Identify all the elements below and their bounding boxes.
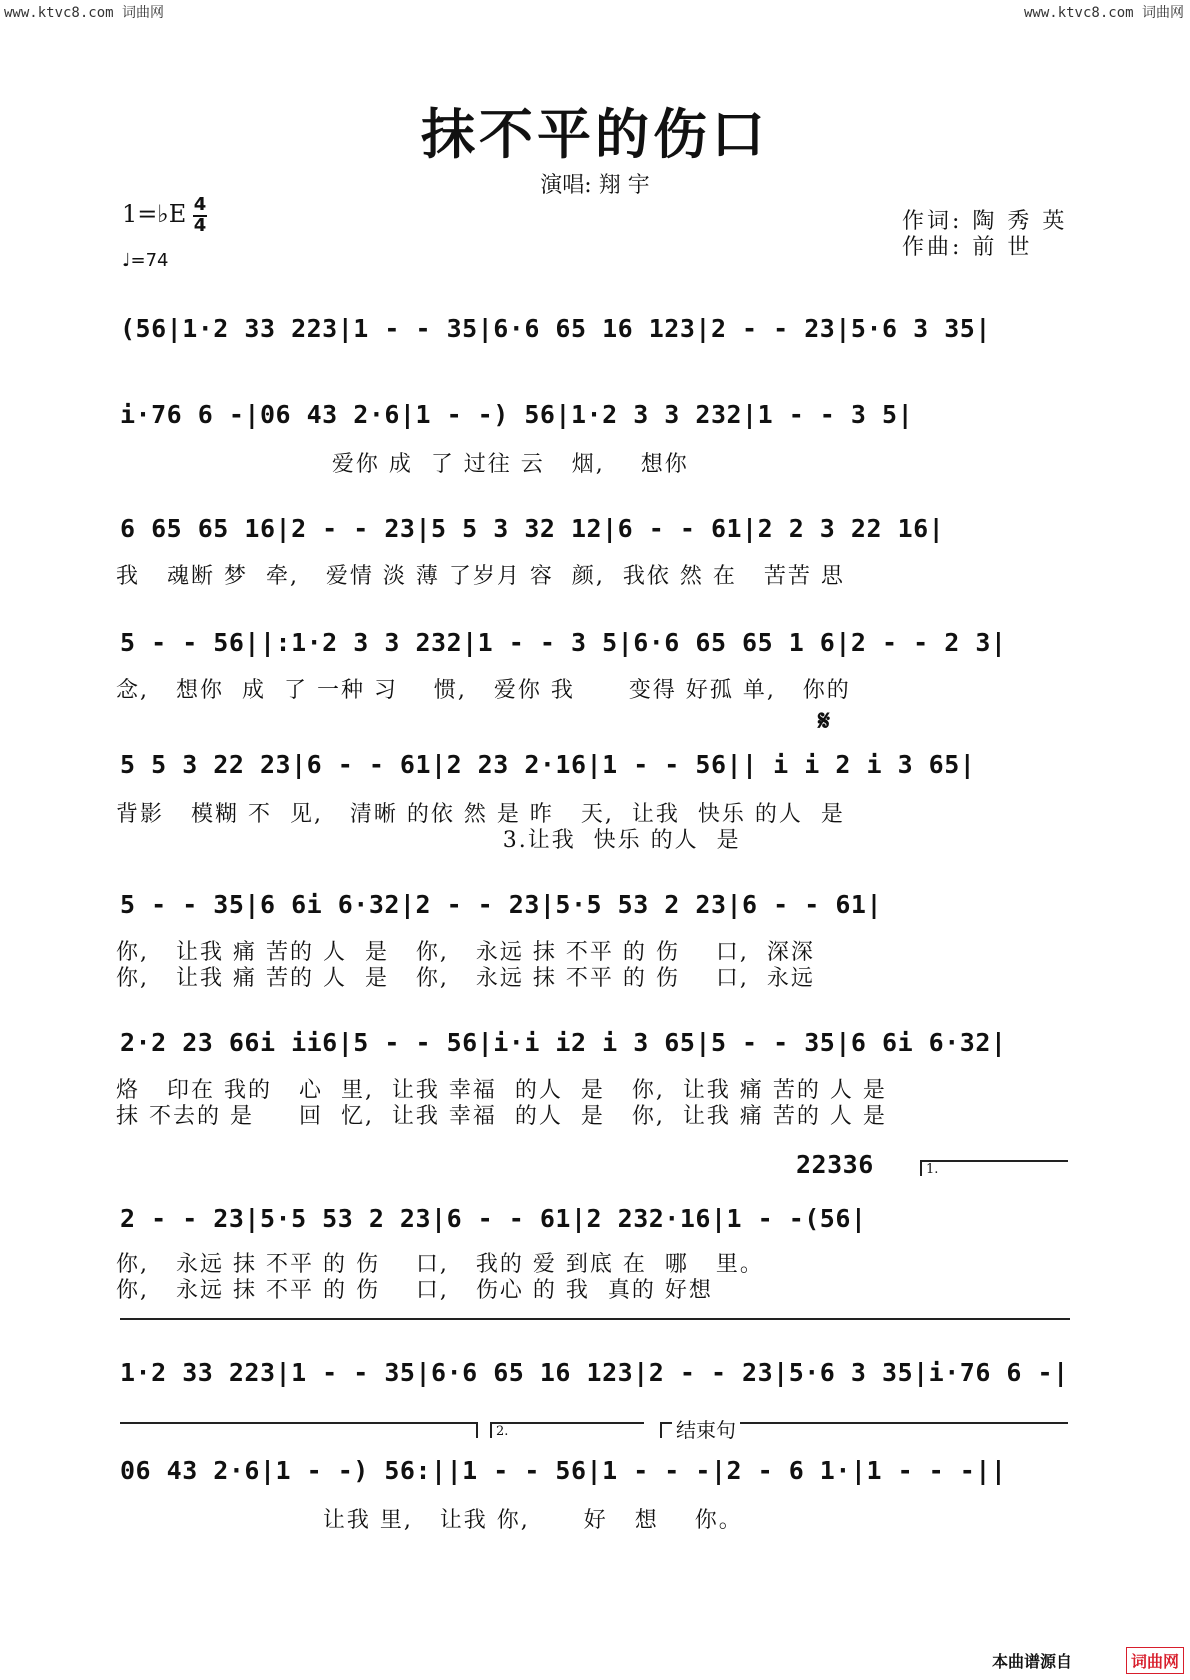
notation-line-9: 1·2 33 223|1 - - 35|6·6 65 16 123|2 - - 23|5·6 3 35|i·76 6 -| xyxy=(120,1358,1069,1387)
repeat-bracket xyxy=(120,1422,478,1438)
singer-credit: 演唱: 翔 宇 xyxy=(540,173,650,198)
lyric-line-6a: 你, 让我 痛 苦的 人 是 你, 永远 抹 不平 的 伤 口, 深深 xyxy=(116,940,815,965)
time-signature-bottom: 4 xyxy=(193,215,207,236)
footer-source: 本曲谱源自 xyxy=(991,1652,1072,1671)
lyric-line-6b: 你, 让我 痛 苦的 人 是 你, 永远 抹 不平 的 伤 口, 永远 xyxy=(116,966,815,991)
lyric-line-8a: 你, 永远 抹 不平 的 伤 口, 我的 爱 到底 在 哪 里。 xyxy=(116,1252,764,1277)
lyric-line-5a: 背影 模糊 不 见, 清晰 的依 然 是 昨 天, 让我 快乐 的人 是 xyxy=(116,802,845,827)
notation-line-7: 2·2 23 66i ii6|5 - - 56|i·i i2 i 3 65|5 - - 35|6 6i 6·32| xyxy=(120,1028,1007,1057)
tempo-marking: ♩=74 xyxy=(122,250,169,271)
lyric-line-10a: 让我 里, 让我 你, 好 想 你。 xyxy=(116,1508,743,1533)
volta-1-label: 1. xyxy=(926,1162,939,1177)
composer-credit: 作曲: 前 世 xyxy=(902,235,1033,260)
lyricist-credit: 作词: 陶 秀 英 xyxy=(902,209,1068,234)
lyric-line-3a: 我 魂断 梦 牵, 爱情 淡 薄 了岁月 容 颜, 我依 然 在 苦苦 思 xyxy=(116,564,845,589)
time-signature-top: 4 xyxy=(193,194,207,215)
notation-line-5: 5 5 3 22 23|6 - - 61|2 23 2·16|1 - - 56|| i i 2 i 3 65| xyxy=(120,750,976,779)
watermark-right: www.ktvc8.com 词曲网 xyxy=(1023,5,1184,21)
volta-1-bracket xyxy=(920,1160,1068,1176)
notation-line-6: 5 - - 35|6 6i 6·32|2 - - 23|5·5 53 2 23|6 - - 61| xyxy=(120,890,883,919)
segno-sign: 𝄋 xyxy=(818,704,831,737)
watermark-left: www.ktvc8.com 词曲网 xyxy=(4,5,165,21)
notation-line-2: i·76 6 -|06 43 2·6|1 - -) 56|1·2 3 3 232|1 - - 3 5| xyxy=(120,400,914,429)
lyric-line-7b: 抹 不去的 是 回 忆, 让我 幸福 的人 是 你, 让我 痛 苦的 人 是 xyxy=(116,1104,887,1129)
lyric-line-4a: 念, 想你 成 了 一种 习 惯, 爱你 我 变得 好孤 单, 你的 xyxy=(116,678,851,703)
time-signature xyxy=(193,196,207,235)
notation-line-8: 2 - - 23|5·5 53 2 23|6 - - 61|2 232·16|1 - -(56| xyxy=(120,1204,867,1233)
key-signature: 1=♭E xyxy=(122,200,187,228)
section-divider xyxy=(120,1318,1070,1320)
notation-line-1: (56|1·2 33 223|1 - - 35|6·6 65 16 123|2 - - 23|5·6 3 35| xyxy=(120,314,991,343)
notation-line-3: 6 65 65 16|2 - - 23|5 5 3 32 12|6 - - 61|2 2 3 22 16| xyxy=(120,514,945,543)
ending-label: 结束句 xyxy=(672,1414,740,1443)
lyric-line-5b: 3.让我 快乐 的人 是 xyxy=(116,828,741,853)
footer-logo: 词曲网 xyxy=(1126,1647,1184,1674)
volta-2-label: 2. xyxy=(496,1424,509,1439)
notation-line-10: 06 43 2·6|1 - -) 56:||1 - - 56|1 - - -|2 - 6 1·|1 - - -|| xyxy=(120,1456,1007,1485)
alt-ending-notes: 22336 xyxy=(796,1150,874,1179)
lyric-line-7a: 烙 印在 我的 心 里, 让我 幸福 的人 是 你, 让我 痛 苦的 人 是 xyxy=(116,1078,887,1103)
volta-2-bracket xyxy=(490,1422,644,1438)
lyric-line-8b: 你, 永远 抹 不平 的 伤 口, 伤心 的 我 真的 好想 xyxy=(116,1278,713,1303)
notation-line-4: 5 - - 56||:1·2 3 3 232|1 - - 3 5|6·6 65 65 1 6|2 - - 2 3| xyxy=(120,628,1007,657)
song-title: 抹不平的伤口 xyxy=(421,102,769,166)
lyric-line-2a: 爱你 成 了 过往 云 烟, 想你 xyxy=(116,452,689,477)
